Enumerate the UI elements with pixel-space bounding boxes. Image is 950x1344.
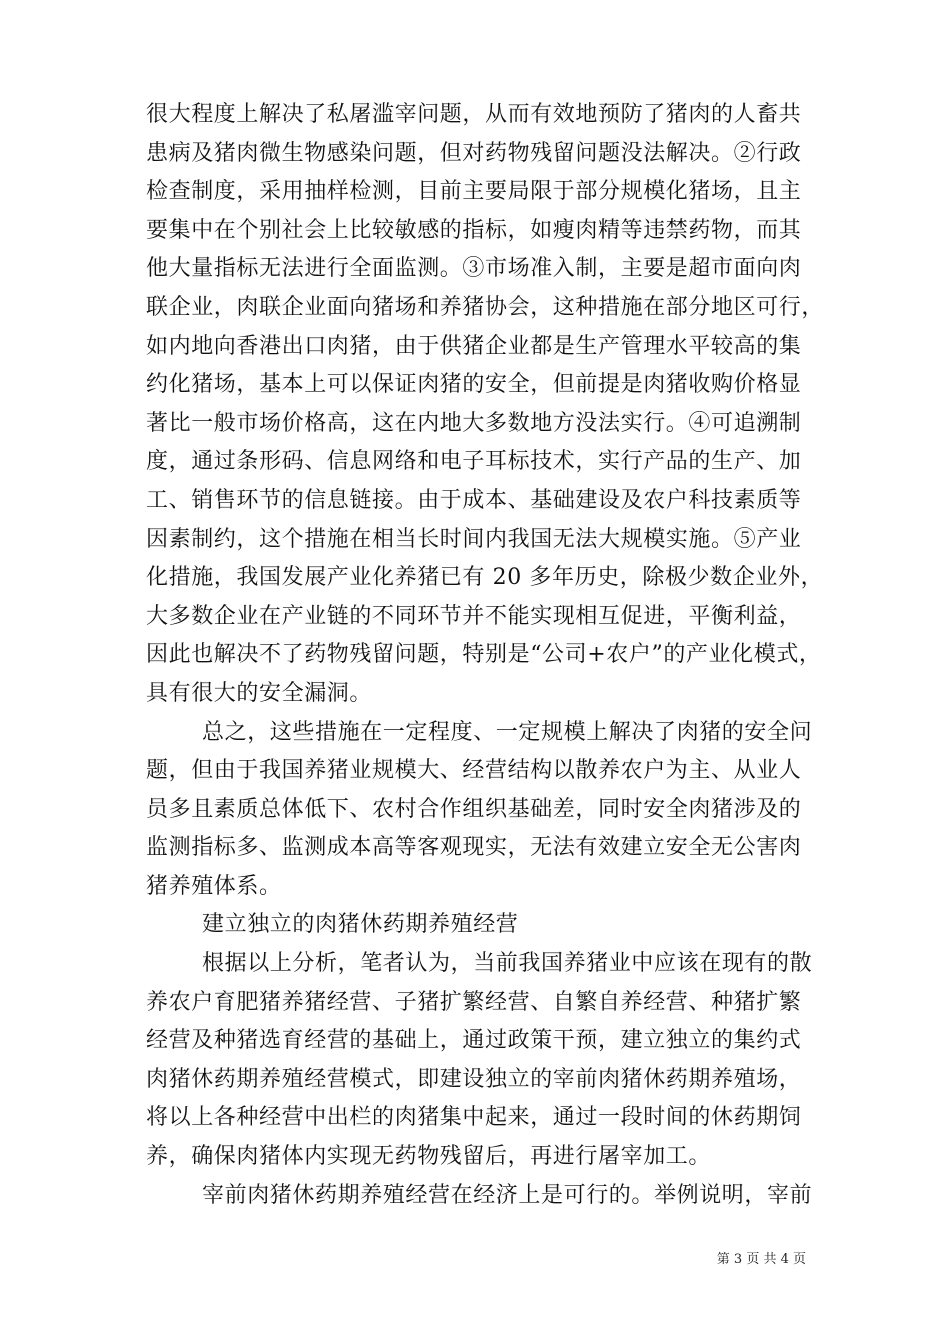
- text-line: 患病及猪肉微生物感染问题，但对药物残留问题没法解决。②行政: [146, 140, 802, 166]
- text-line: 检查制度，采用抽样检测，目前主要局限于部分规模化猪场，且主: [146, 179, 802, 205]
- paragraph-3: [146, 945, 813, 1177]
- paragraph-1: [146, 96, 825, 714]
- text-line: 猪养殖体系。: [146, 873, 282, 899]
- text-line: 肉猪休药期养殖经营模式，即建设独立的宰前肉猪休药期养殖场，: [146, 1066, 802, 1092]
- paragraph-2: [146, 714, 813, 907]
- paragraph-4: [146, 1177, 813, 1216]
- text-line: 宰前肉猪休药期养殖经营在经济上是可行的。举例说明，宰前: [202, 1182, 813, 1208]
- text-line: 监测指标多、监测成本高等客观现实，无法有效建立安全无公害肉: [146, 835, 802, 861]
- text-line: 养农户育肥猪养猪经营、子猪扩繁经营、自繁自养经营、种猪扩繁: [146, 989, 802, 1015]
- text-line: 因素制约，这个措施在相当长时间内我国无法大规模实施。⑤产业: [146, 526, 802, 552]
- text-line: 要集中在个别社会上比较敏感的指标，如瘦肉精等违禁药物，而其: [146, 217, 802, 243]
- text-line: 根据以上分析，笔者认为，当前我国养猪业中应该在现有的散: [202, 951, 813, 977]
- heading-text: 建立独立的肉猪休药期养殖经营: [202, 912, 519, 938]
- text-line: 大多数企业在产业链的不同环节并不能实现相互促进，平衡利益，: [146, 603, 802, 629]
- text-line: 题，但由于我国养猪业规模大、经营结构以散养农户为主、从业人: [146, 758, 802, 784]
- text-line: 度，通过条形码、信息网络和电子耳标技术，实行产品的生产、加: [146, 449, 802, 475]
- document-body: [146, 96, 825, 1215]
- text-line: 具有很大的安全漏洞。: [146, 680, 373, 706]
- text-line: 联企业，肉联企业面向猪场和养猪协会，这种措施在部分地区可行，: [146, 294, 825, 320]
- section-heading: [146, 906, 806, 945]
- text-line: 他大量指标无法进行全面监测。③市场准入制，主要是超市面向肉: [146, 256, 802, 282]
- text-line: 因此也解决不了药物残留问题，特别是“公司+农户”的产业化模式，: [146, 642, 822, 668]
- text-line: 约化猪场，基本上可以保证肉猪的安全，但前提是肉猪收购价格显: [146, 372, 802, 398]
- text-line: 总之，这些措施在一定程度、一定规模上解决了肉猪的安全问: [202, 719, 813, 745]
- text-line: 著比一般市场价格高，这在内地大多数地方没法实行。④可追溯制: [146, 410, 802, 436]
- text-line: 养，确保肉猪体内实现无药物残留后，再进行屠宰加工。: [146, 1144, 712, 1170]
- text-line: 经营及种猪选育经营的基础上，通过政策干预，建立独立的集约式: [146, 1028, 802, 1054]
- page-number: 第 3 页 共 4 页: [716, 1252, 806, 1267]
- text-line: 工、销售环节的信息链接。由于成本、基础建设及农户科技素质等: [146, 487, 802, 513]
- text-line: 化措施，我国发展产业化养猪已有 20 多年历史，除极少数企业外，: [146, 565, 824, 591]
- text-line: 将以上各种经营中出栏的肉猪集中起来，通过一段时间的休药期饲: [146, 1105, 802, 1131]
- text-line: 如内地向香港出口肉猪，由于供猪企业都是生产管理水平较高的集: [146, 333, 802, 359]
- text-line: 很大程度上解决了私屠滥宰问题，从而有效地预防了猪肉的人畜共: [146, 102, 802, 127]
- text-line: 员多且素质总体低下、农村合作组织基础差，同时安全肉猪涉及的: [146, 796, 802, 822]
